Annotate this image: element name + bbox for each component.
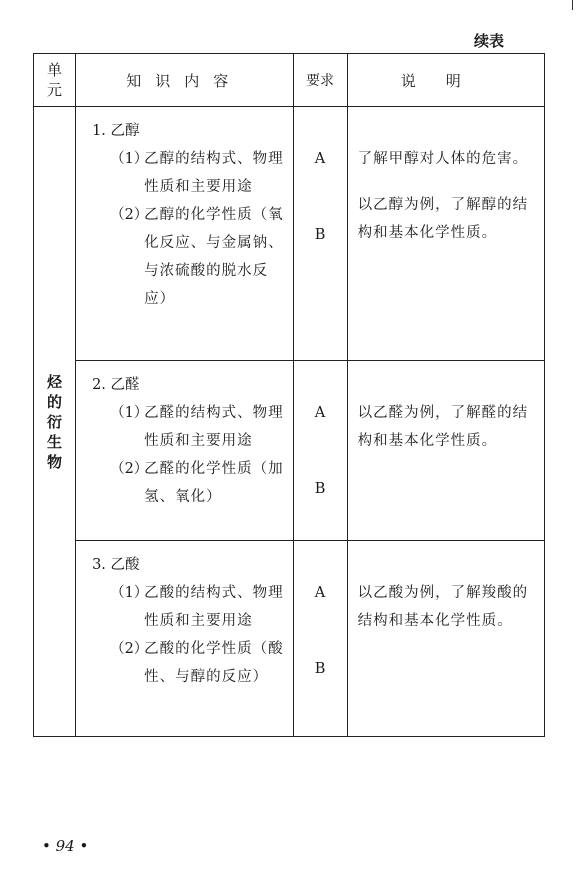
- list-item: （1） 乙酸的结构式、物理性质和主要用途: [110, 585, 284, 629]
- content-cell: [76, 361, 293, 541]
- list-item: （1） 乙醛的结构式、物理性质和主要用途: [110, 405, 284, 449]
- header-requirement: 要求: [293, 54, 347, 107]
- list-item: （2） 乙酸的化学性质（酸性、与醇的反应）: [110, 641, 284, 685]
- section-title: 3. 乙酸: [92, 557, 140, 573]
- note-cell: [347, 107, 544, 361]
- requirement-cell: A B: [293, 541, 347, 737]
- note-cell: [347, 361, 544, 541]
- note-cell: [347, 541, 544, 737]
- crop-mark: [572, 0, 573, 10]
- list-item: （1） 乙醇的结构式、物理性质和主要用途: [110, 151, 284, 195]
- table-row: [34, 541, 545, 737]
- section-title: 1. 乙醇: [92, 123, 140, 139]
- note-text: 以乙醇为例，了解醇的结构和基本化学性质。: [357, 197, 529, 241]
- unit-name: 烃的衍生物: [47, 372, 63, 471]
- note-text: 以乙酸为例，了解羧酸的结构和基本化学性质。: [357, 585, 529, 629]
- curriculum-table: [33, 53, 545, 737]
- page-number: • 94 •: [42, 837, 89, 855]
- header-note: 说明: [347, 54, 544, 107]
- table-row: [34, 107, 545, 361]
- continued-table-label: 续表: [474, 32, 505, 50]
- note-text: 以乙醛为例，了解醛的结构和基本化学性质。: [357, 405, 529, 449]
- table-row: [34, 361, 545, 541]
- requirement-cell: A B: [293, 107, 347, 361]
- header-unit: 单元: [34, 54, 76, 107]
- note-text: 了解甲醇对人体的危害。: [357, 151, 529, 167]
- list-item: （2） 乙醛的化学性质（加氢、氧化）: [110, 461, 284, 505]
- content-cell: [76, 541, 293, 737]
- requirement-cell: A B: [293, 361, 347, 541]
- section-title: 2. 乙醛: [92, 377, 140, 393]
- header-content: 知识内容: [76, 54, 293, 107]
- list-item: （2） 乙醇的化学性质（氧化反应、与金属钠、与浓硫酸的脱水反应）: [110, 207, 284, 307]
- table-header-row: [34, 54, 545, 107]
- unit-cell: [34, 107, 76, 737]
- content-cell: [76, 107, 293, 361]
